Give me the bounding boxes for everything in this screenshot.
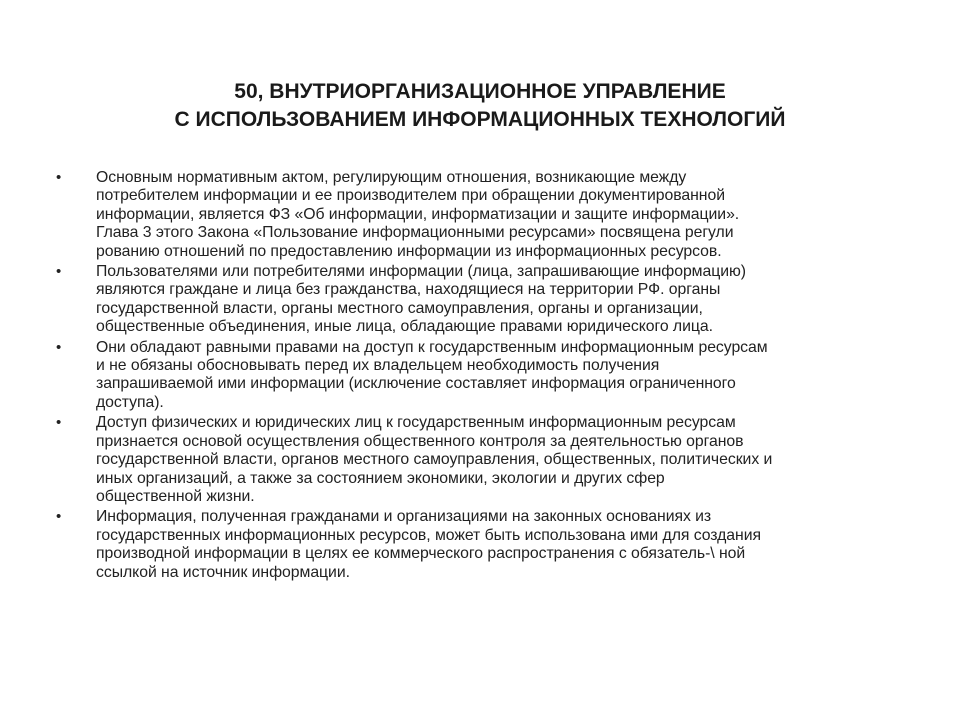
bullet-text-line: государственной власти, органов местного самоуправления, общественных, политических и bbox=[96, 451, 773, 469]
bullet-text-line: государственной власти, органы местного самоуправления, органы и организации, bbox=[96, 299, 703, 317]
bullet-item-1 bbox=[56, 169, 906, 261]
bullet-text-line: Они обладают равными правами на доступ к государственным информационным ресурсам bbox=[96, 338, 768, 356]
slide-title bbox=[60, 78, 900, 134]
title-line-1: 50, ВНУТРИОРГАНИЗАЦИОННОЕ УПРАВЛЕНИЕ bbox=[234, 80, 726, 104]
bullet-text-line: Глава 3 этого Закона «Пользование информационными ресурсами» посвящена регули bbox=[96, 224, 734, 242]
bullet-item-3 bbox=[56, 339, 906, 413]
bullet-text-line: Пользователями или потребителями информации (лица, запрашивающие информацию) bbox=[96, 263, 747, 281]
bullet-text-line: Доступ физических и юридических лиц к государственным информационным ресурсам bbox=[96, 414, 736, 432]
bullet-marker-icon: • bbox=[56, 508, 62, 526]
bullet-text-line: Основным нормативным актом, регулирующим отношения, возникающие между bbox=[96, 169, 687, 186]
bullet-text-line: являются граждане и лица без гражданства, находящиеся на территории РФ. органы bbox=[96, 281, 721, 299]
bullet-text-line: иных организаций, а также за состоянием экономики, экологии и других сфер bbox=[96, 469, 665, 487]
bullet-marker-icon: • bbox=[56, 338, 62, 356]
bullet-list bbox=[56, 169, 906, 584]
bullet-marker-icon: • bbox=[56, 414, 62, 432]
bullet-text-line: Информация, полученная гражданами и организациями на законных основаниях из bbox=[96, 508, 712, 526]
bullet-item-5 bbox=[56, 508, 906, 582]
bullet-text-line: общественные объединения, иные лица, обладающие правами юридического лица. bbox=[96, 318, 713, 336]
bullet-text-line: ссылкой на источник информации. bbox=[96, 563, 350, 581]
bullet-item-4 bbox=[56, 414, 906, 506]
bullet-text-line: и не обязаны обосновывать перед их владельцем необходимость получения bbox=[96, 357, 660, 375]
bullet-item-2 bbox=[56, 263, 906, 337]
bullet-text-line: запрашиваемой ими информации (исключение составляет информация ограниченного bbox=[96, 375, 736, 393]
bullet-text-line: государственных информационных ресурсов, может быть использована ими для создания bbox=[96, 526, 761, 544]
bullet-text-line: общественной жизни. bbox=[96, 487, 255, 505]
bullet-marker-icon: • bbox=[56, 263, 62, 281]
bullet-text-line: признается основой осуществления общественного контроля за деятельностью органов bbox=[96, 432, 744, 450]
bullet-text-line: потребителем информации и ее производителем при обращении документированной bbox=[96, 187, 725, 205]
bullet-marker-icon: • bbox=[56, 169, 62, 186]
bullet-text-line: рованию отношений по предоставлению информации из информационных ресурсов. bbox=[96, 242, 722, 260]
title-line-2: С ИСПОЛЬЗОВАНИЕМ ИНФОРМАЦИОННЫХ ТЕХНОЛОГИЙ bbox=[174, 108, 786, 132]
bullet-text-line: информации, является ФЗ «Об информации, информатизации и защите информации». bbox=[96, 205, 740, 223]
bullet-text-line: производной информации в целях ее коммерческого распространения с обязатель-\ ной bbox=[96, 545, 746, 563]
bullet-text-line: доступа). bbox=[96, 393, 164, 411]
